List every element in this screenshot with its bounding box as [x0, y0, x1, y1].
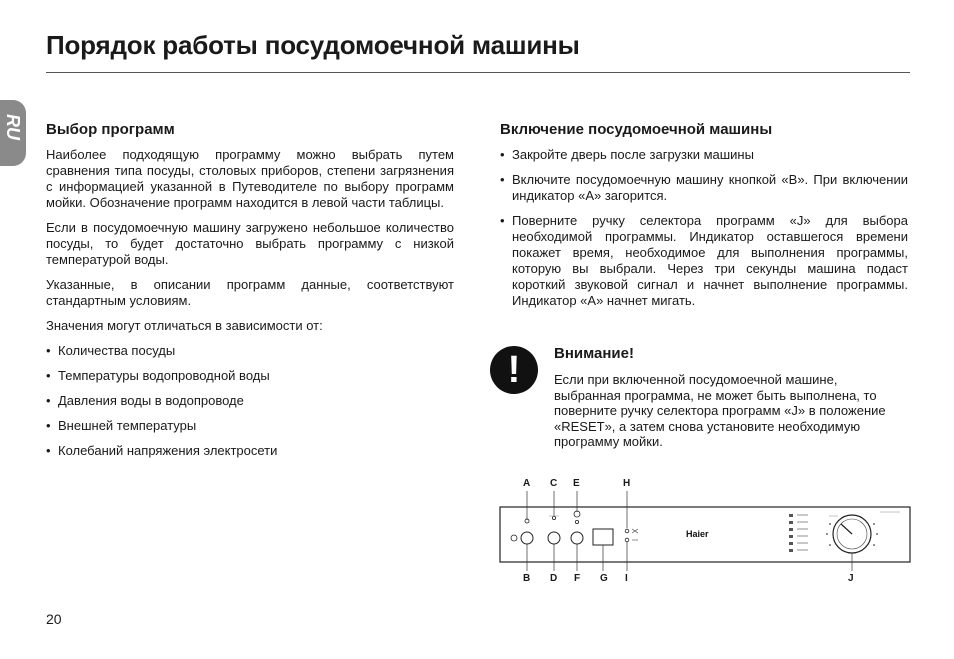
paragraph: Значения могут отличаться в зависимости от: [46, 318, 323, 333]
list-item: • Колебаний напряжения электросети [46, 443, 454, 459]
knob-tick [873, 523, 875, 525]
panel-label-f: F [574, 573, 581, 584]
warning-text: Если при включенной посудомоечной машине, выбранная программа, не может быть выполнена, то поверните ручку селектора программ «J» в положение «RESET», а затем снова установите необходимую программу мойки. [554, 372, 886, 449]
list-item: • Температуры водопроводной воды [46, 368, 454, 384]
panel-label-c: C [550, 478, 558, 489]
panel-label-a: A [523, 478, 531, 489]
panel-label-b: B [523, 573, 531, 584]
paragraph: Наиболее подходящую программу можно выбрать путем сравнения типа посуды, столовых приборов, степени загрязнения с информацией указанной в Путеводителе по выбору программ мойки. Обозначение программ находится в левой части таблицы. [46, 147, 454, 210]
list-item: • Давления воды в водопроводе [46, 393, 454, 409]
program-mark [789, 535, 793, 538]
panel-label-i: I [625, 573, 628, 584]
knob-tick [829, 523, 831, 525]
knob-tick [829, 544, 831, 546]
panel-label-d: D [550, 573, 558, 584]
warning-title: Внимание! [554, 345, 634, 362]
button-b [521, 532, 533, 544]
list-item: • Количества посуды [46, 343, 454, 359]
program-mark [789, 521, 793, 524]
program-mark [789, 542, 793, 545]
knob-tick [876, 533, 878, 535]
page-title: Порядок работы посудомоечной машины [46, 30, 580, 60]
paragraph: Указанные, в описании программ данные, соответствуют стандартным условиям. [46, 277, 454, 308]
language-tab-label: RU [3, 114, 23, 140]
exclamation-icon: ! [490, 346, 538, 394]
button-d [548, 532, 560, 544]
page-number: 20 [46, 611, 62, 627]
list-item: • Поверните ручку селектора программ «J» для выбора необходимой программы. Индикатор оставшегося времени покажет время, необходимое для выполнения программы, которую вы выбрали. Через три секунды машина подаст короткий звуковой сигнал и начнет выполнение программы. Индикатор «A» начнет мигать. [500, 213, 908, 309]
list-item: • Закройте дверь после загрузки машины [500, 147, 908, 163]
program-mark [789, 514, 793, 517]
display-g [593, 529, 613, 545]
knob-tick [826, 533, 828, 535]
brand-logo: Haier [686, 529, 709, 539]
paragraph: Если в посудомоечную машину загружено небольшое количество посуды, то будет достаточно выбрать программу с низкой температурой воды. [46, 220, 454, 267]
panel-label-j: J [848, 573, 854, 584]
knob-tick [873, 544, 875, 546]
button-f [571, 532, 583, 544]
program-mark [789, 528, 793, 531]
list-item: • Включите посудомоечную машину кнопкой «B». При включении индикатор «A» загорится. [500, 172, 908, 204]
panel-label-e: E [573, 478, 580, 489]
panel-label-g: G [600, 573, 608, 584]
program-mark [789, 549, 793, 552]
list-item: • Внешней температуры [46, 418, 454, 434]
panel-label-h: H [623, 478, 631, 489]
switching-on-heading: Включение посудомоечной машины [500, 121, 773, 138]
program-selection-heading: Выбор программ [46, 121, 175, 138]
